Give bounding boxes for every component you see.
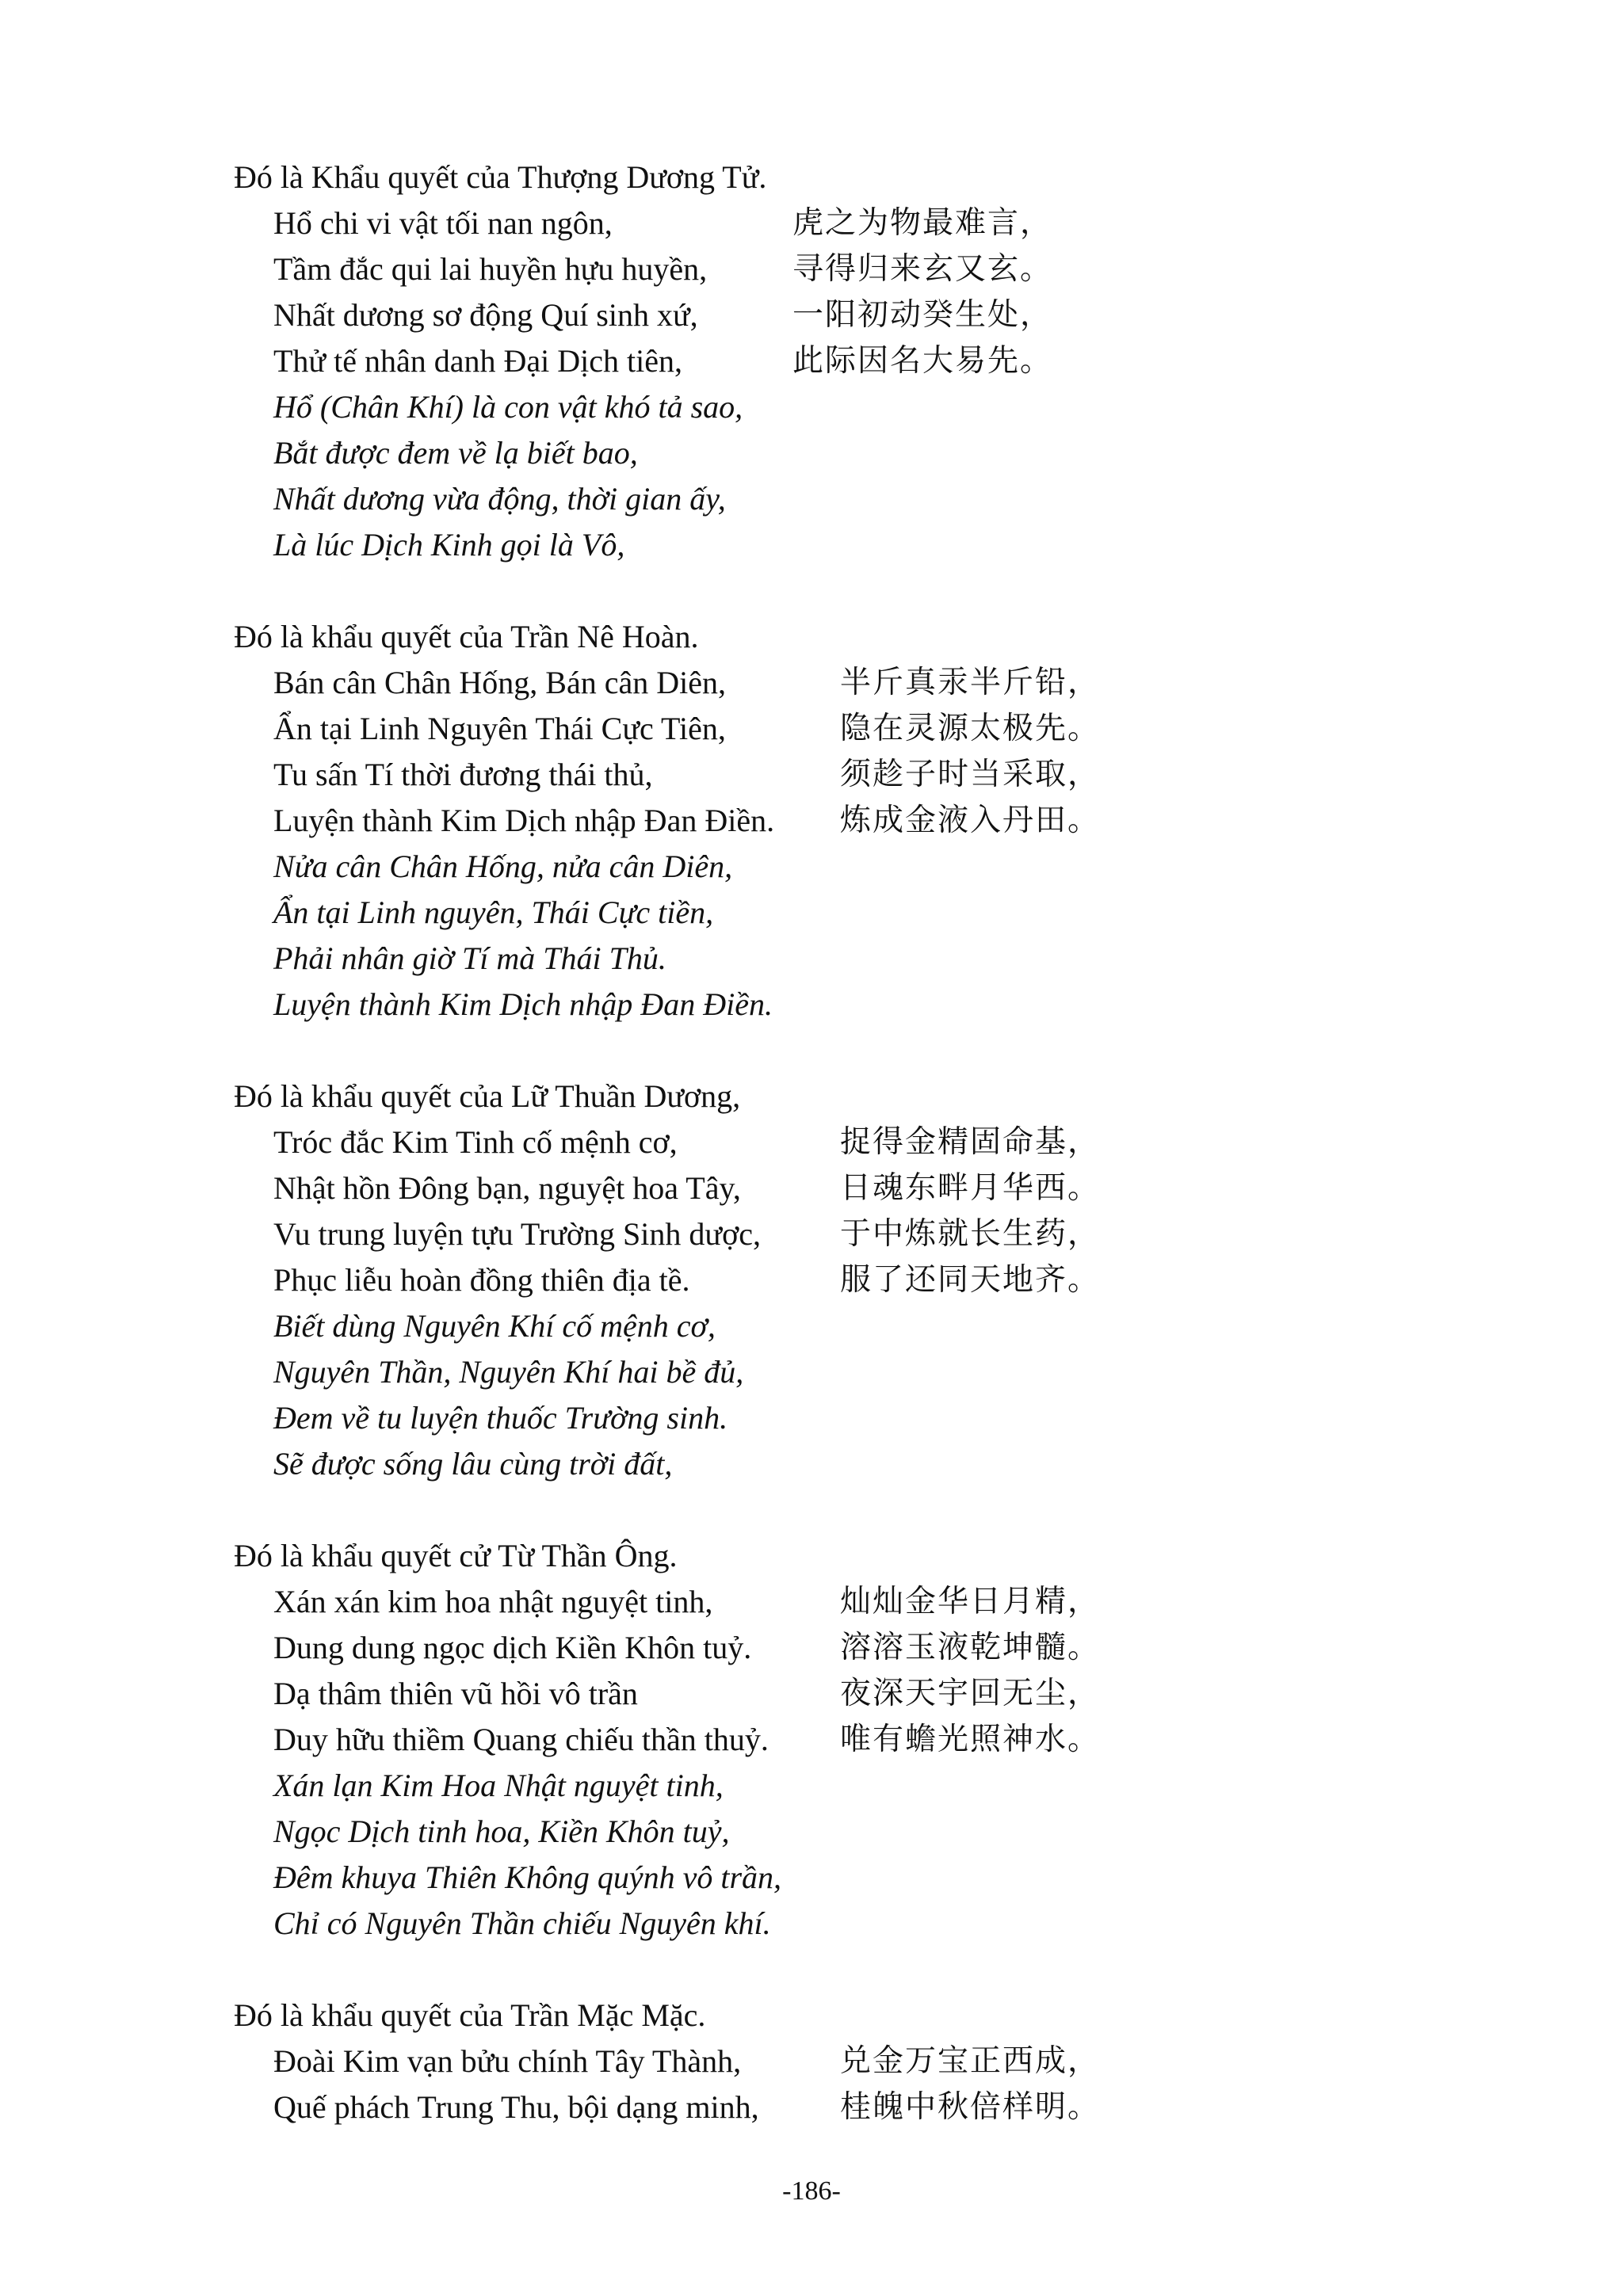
verse-viet: Thử tế nhân danh Đại Dịch tiên, bbox=[273, 343, 682, 379]
verse-viet: Đoài Kim vạn bửu chính Tây Thành, bbox=[273, 2043, 742, 2079]
verse-han: 于中炼就长生药， bbox=[840, 1216, 1101, 1252]
translation-line: Luyện thành Kim Dịch nhập Đan Điền. bbox=[273, 986, 773, 1022]
verse-viet: Phục liễu hoàn đồng thiên địa tề. bbox=[273, 1262, 690, 1298]
verse-han: 兑金万宝正西成， bbox=[840, 2043, 1101, 2079]
verse-viet: Luyện thành Kim Dịch nhập Đan Điền. bbox=[273, 803, 775, 838]
verse-han: 桂魄中秋倍样明。 bbox=[840, 2089, 1101, 2125]
verse-han: 唯有蟾光照神水。 bbox=[840, 1722, 1101, 1757]
section-intro: Đó là khẩu quyết của Trần Nê Hoàn. bbox=[234, 619, 699, 654]
verse-han: 隐在灵源太极先。 bbox=[840, 711, 1101, 746]
translation-line: Phải nhân giờ Tí mà Thái Thủ. bbox=[273, 940, 666, 976]
verse-han: 夜深天宇回无尘， bbox=[840, 1676, 1101, 1711]
verse-viet: Xán xán kim hoa nhật nguyệt tinh, bbox=[273, 1584, 713, 1619]
verse-viet: Dung dung ngọc dịch Kiền Khôn tuỷ. bbox=[273, 1630, 752, 1665]
verse-han: 须趁子时当采取， bbox=[840, 757, 1101, 792]
translation-line: Hổ (Chân Khí) là con vật khó tả sao, bbox=[273, 389, 743, 425]
verse-viet: Vu trung luyện tựu Trường Sinh dược, bbox=[273, 1216, 761, 1252]
translation-line: Bắt được đem về lạ biết bao, bbox=[273, 435, 638, 471]
translation-line: Biết dùng Nguyên Khí cố mệnh cơ, bbox=[273, 1308, 716, 1344]
verse-han: 半斤真汞半斤铅， bbox=[840, 665, 1101, 700]
section-intro: Đó là khẩu quyết cử Từ Thần Ông. bbox=[234, 1538, 678, 1573]
verse-viet: Dạ thâm thiên vũ hồi vô trần bbox=[273, 1676, 638, 1711]
translation-line: Ẩn tại Linh nguyên, Thái Cực tiền, bbox=[273, 894, 714, 930]
verse-viet: Nhật hồn Đông bạn, nguyệt hoa Tây, bbox=[273, 1170, 741, 1206]
verse-viet: Ẩn tại Linh Nguyên Thái Cực Tiên, bbox=[273, 711, 726, 746]
section-intro: Đó là khẩu quyết của Lữ Thuần Dương, bbox=[234, 1078, 741, 1114]
verse-han: 灿灿金华日月精， bbox=[840, 1584, 1101, 1619]
verse-viet: Quế phách Trung Thu, bội dạng minh, bbox=[273, 2089, 759, 2125]
verse-viet: Tầm đắc qui lai huyền hựu huyền, bbox=[273, 251, 708, 287]
verse-viet: Tu sấn Tí thời đương thái thủ, bbox=[273, 757, 653, 792]
translation-line: Nhất dương vừa động, thời gian ấy, bbox=[273, 481, 726, 517]
translation-line: Ngọc Dịch tinh hoa, Kiền Khôn tuỷ, bbox=[273, 1814, 730, 1849]
verse-viet: Hổ chi vi vật tối nan ngôn, bbox=[273, 205, 613, 241]
translation-line: Xán lạn Kim Hoa Nhật nguyệt tinh, bbox=[273, 1768, 724, 1803]
section-intro: Đó là Khẩu quyết của Thượng Dương Tử. bbox=[234, 159, 767, 195]
verse-han: 服了还同天地齐。 bbox=[840, 1262, 1101, 1298]
verse-han: 捉得金精固命基， bbox=[840, 1124, 1101, 1160]
verse-han: 一阳初动癸生处， bbox=[792, 297, 1053, 333]
translation-line: Nửa cân Chân Hống, nửa cân Diên, bbox=[273, 849, 733, 884]
translation-line: Sẽ được sống lâu cùng trời đất, bbox=[273, 1446, 673, 1482]
translation-line: Chỉ có Nguyên Thần chiếu Nguyên khí. bbox=[273, 1905, 771, 1941]
verse-han: 炼成金液入丹田。 bbox=[840, 803, 1101, 838]
verse-han: 此际因名大易先。 bbox=[792, 343, 1053, 379]
verse-han: 日魂东畔月华西。 bbox=[840, 1170, 1101, 1206]
translation-line: Đêm khuya Thiên Không quýnh vô trần, bbox=[273, 1859, 782, 1895]
translation-line: Đem về tu luyện thuốc Trường sinh. bbox=[273, 1400, 728, 1436]
verse-han: 溶溶玉液乾坤髓。 bbox=[840, 1630, 1101, 1665]
page-number: -186- bbox=[782, 2176, 841, 2206]
translation-line: Nguyên Thần, Nguyên Khí hai bề đủ, bbox=[273, 1354, 744, 1390]
verse-viet: Nhất dương sơ động Quí sinh xứ, bbox=[273, 297, 698, 333]
verse-han: 虎之为物最难言， bbox=[792, 205, 1053, 241]
verse-viet: Duy hữu thiềm Quang chiếu thần thuỷ. bbox=[273, 1722, 769, 1757]
verse-viet: Tróc đắc Kim Tinh cố mệnh cơ, bbox=[273, 1124, 678, 1160]
verse-viet: Bán cân Chân Hống, Bán cân Diên, bbox=[273, 665, 726, 700]
translation-line: Là lúc Dịch Kinh gọi là Vô, bbox=[273, 527, 625, 563]
verse-han: 寻得归来玄又玄。 bbox=[792, 251, 1053, 287]
section-intro: Đó là khẩu quyết của Trần Mặc Mặc. bbox=[234, 1997, 706, 2033]
